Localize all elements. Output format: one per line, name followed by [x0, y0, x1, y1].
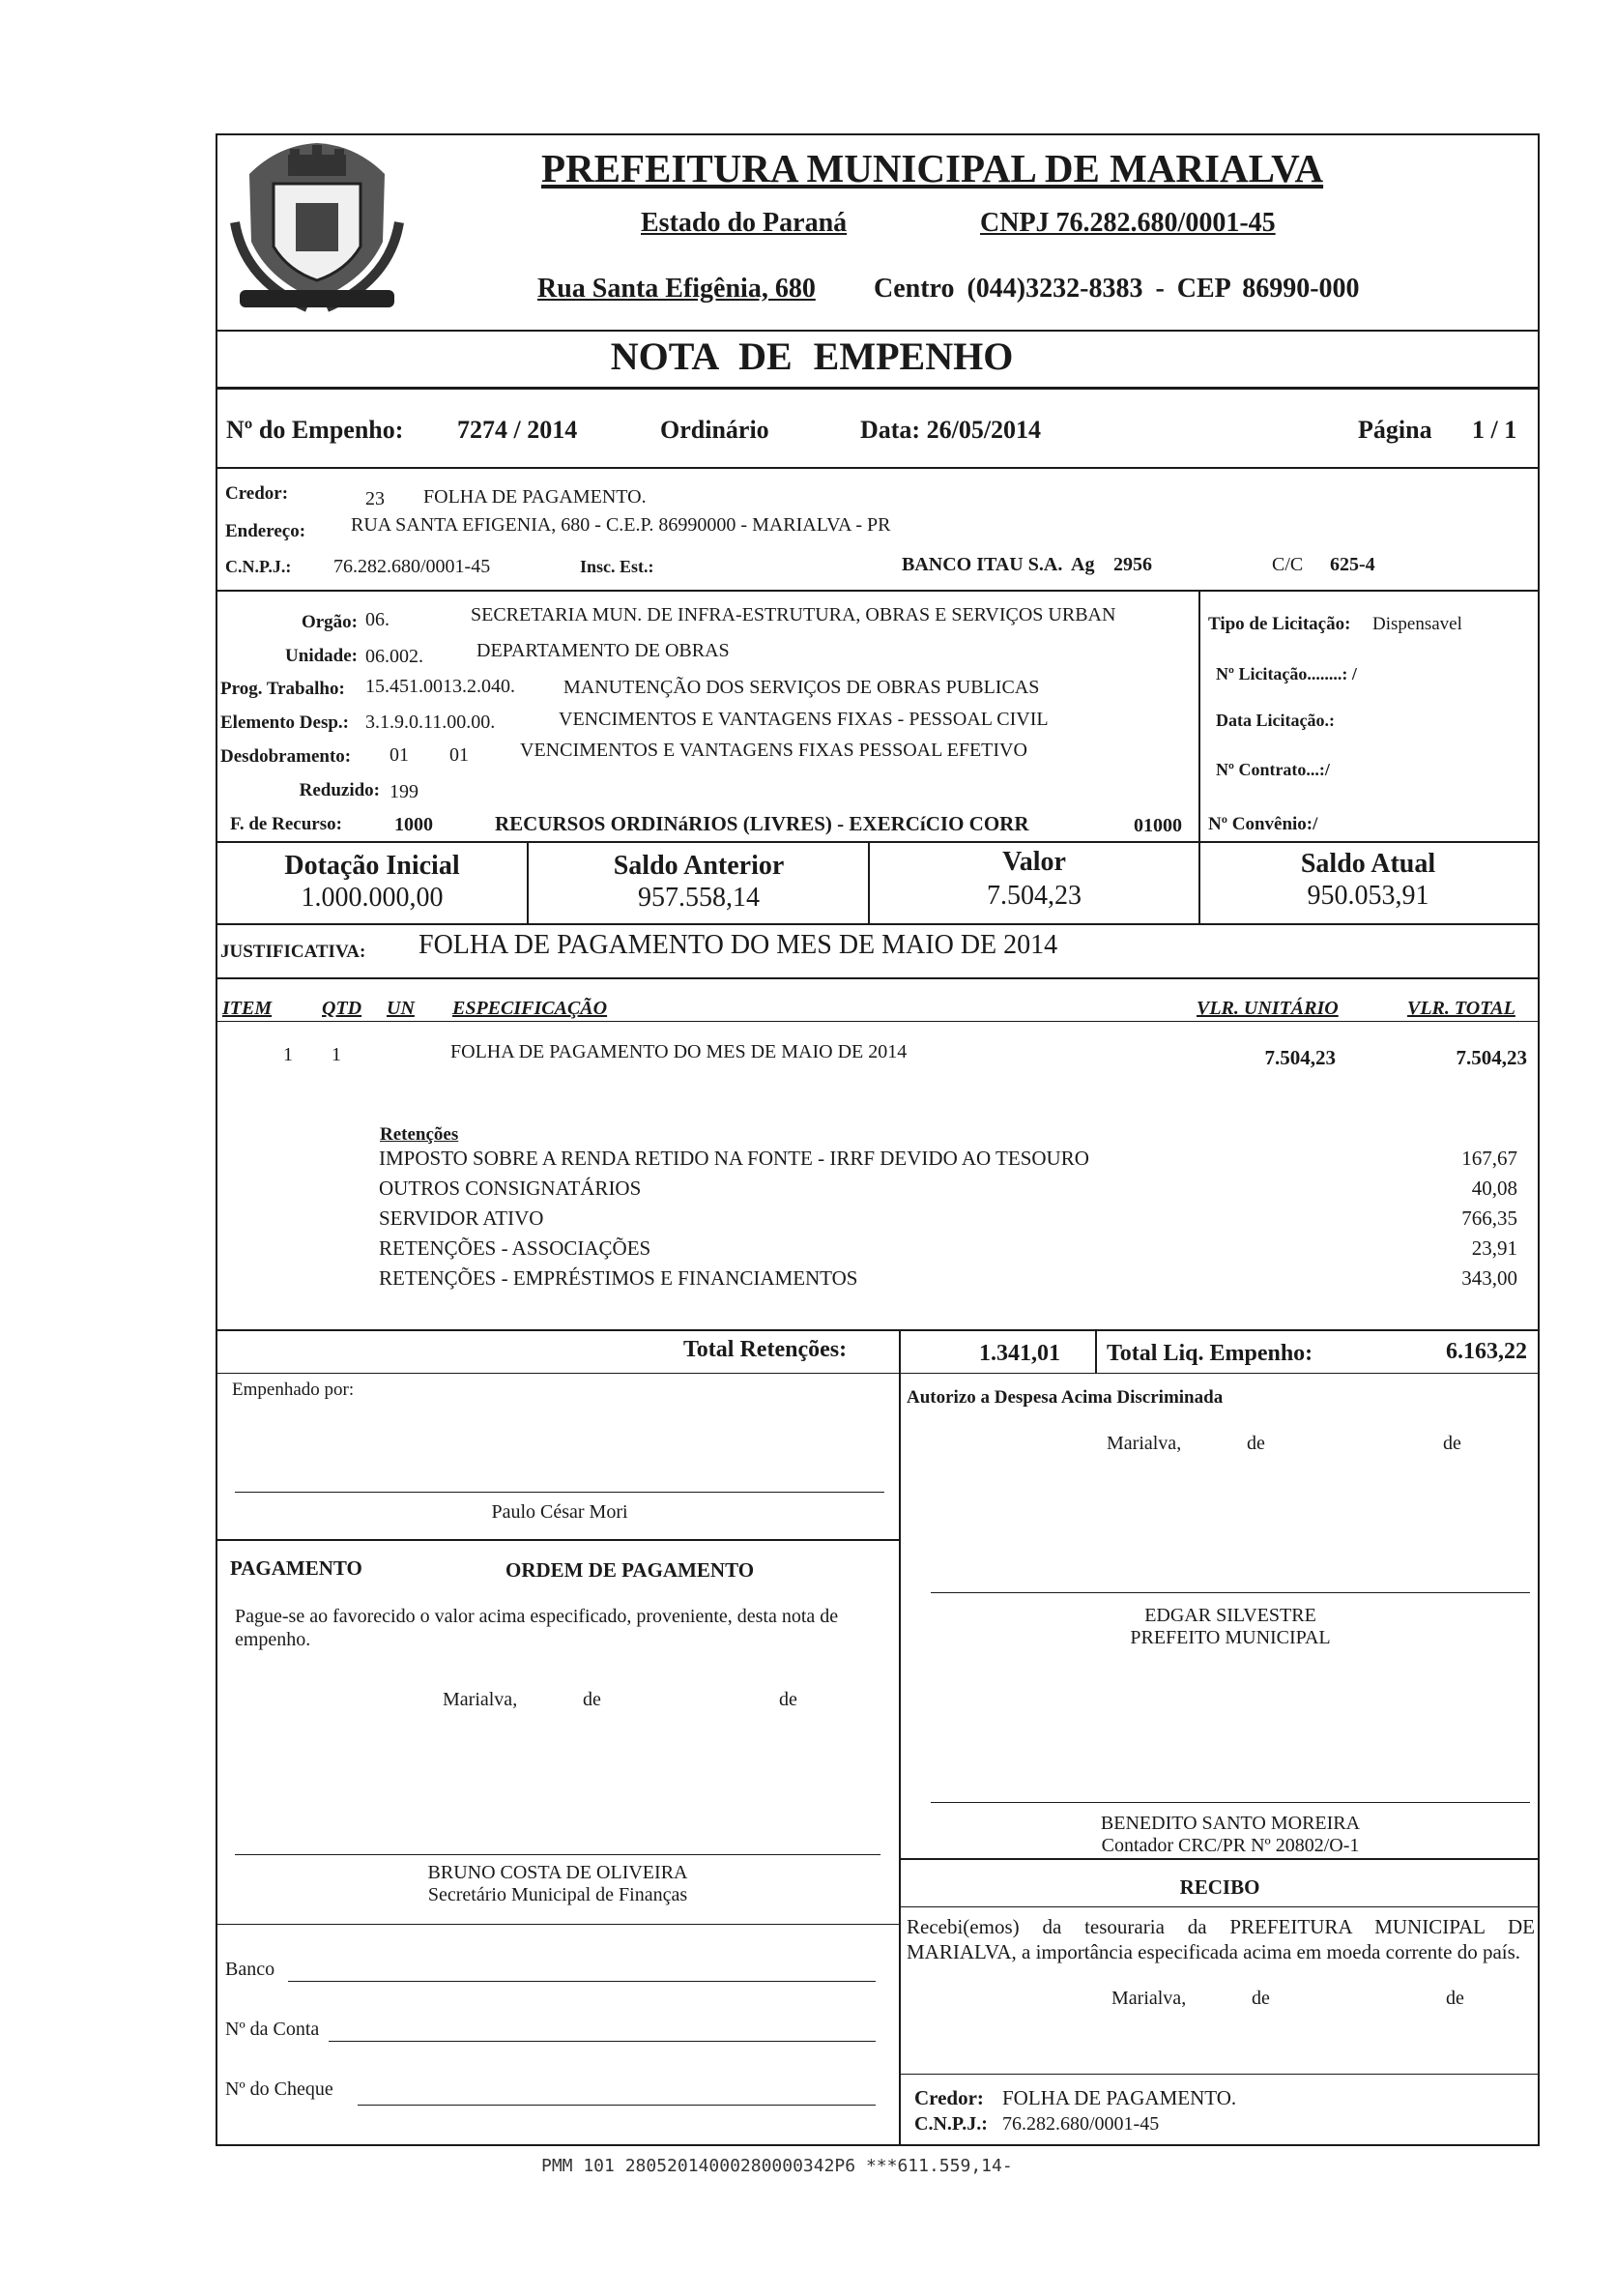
divider: [216, 977, 1540, 979]
prog-label: Prog. Trabalho:: [220, 679, 345, 699]
prog-name: MANUTENÇÃO DOS SERVIÇOS DE OBRAS PUBLICAS: [563, 677, 1040, 698]
retencao-value: 167,67: [1461, 1147, 1517, 1170]
numero-licitacao: Nº Licitação........: /: [1216, 664, 1357, 683]
col-header-especificacao: ESPECIFICAÇÃO: [452, 998, 608, 1019]
retencao-value: 343,00: [1461, 1266, 1517, 1290]
elemento-code: 3.1.9.0.11.00.00.: [365, 712, 496, 733]
table-row-item: 1: [283, 1044, 293, 1065]
contador-cargo: Contador CRC/PR Nº 20802/O-1: [1101, 1835, 1360, 1856]
data-licitacao: Data Licitação.:: [1216, 711, 1335, 730]
endereco-value: RUA SANTA EFIGENIA, 680 - C.E.P. 86990000 - MARIALVA - PR: [351, 514, 891, 536]
numero-contrato: Nº Contrato...:/: [1216, 760, 1330, 779]
desdobramento-name: VENCIMENTOS E VANTAGENS FIXAS PESSOAL EFETIVO: [520, 740, 1027, 761]
cheque-line: [358, 2105, 876, 2106]
header-street: Rua Santa Efigênia, 680: [537, 274, 816, 304]
prefeito-cargo: PREFEITO MUNICIPAL: [1130, 1627, 1331, 1648]
elemento-label: Elemento Desp.:: [220, 712, 349, 733]
divider: [1198, 590, 1200, 841]
cnpj-value: 76.282.680/0001-45: [333, 556, 491, 577]
table-row-vlr-unitario: 7.504,23: [1264, 1046, 1336, 1069]
conta-line: [329, 2041, 876, 2042]
valor-value: 7.504,23: [987, 881, 1082, 911]
page-title: PREFEITURA MUNICIPAL DE MARIALVA: [541, 146, 1324, 190]
retencao-desc: IMPOSTO SOBRE A RENDA RETIDO NA FONTE - IRRF DEVIDO AO TESOURO: [379, 1147, 1089, 1170]
empenho-date: Data: 26/05/2014: [860, 416, 1042, 444]
reduzido-label: Reduzido:: [299, 780, 380, 800]
divider: [527, 841, 529, 923]
pagamento-title: PAGAMENTO: [230, 1556, 362, 1580]
prefeito-nome: EDGAR SILVESTRE: [1144, 1605, 1316, 1626]
contador-nome: BENEDITO SANTO MOREIRA: [1100, 1813, 1361, 1834]
signature-line: [899, 2074, 1540, 2075]
header-address: Centro (044)3232-8383 - CEP 86990-000: [874, 274, 1360, 304]
divider: [899, 1373, 901, 2146]
divider: [899, 1858, 1540, 1860]
empenho-number-label: Nº do Empenho:: [226, 416, 404, 444]
recibo-credor-name: FOLHA DE PAGAMENTO.: [1002, 2086, 1237, 2109]
dotacao-value: 1.000.000,00: [301, 883, 444, 913]
retencao-desc: RETENÇÕES - ASSOCIAÇÕES: [379, 1236, 651, 1260]
col-header-vlr-unitario: VLR. UNITÁRIO: [1197, 998, 1339, 1019]
banco-label: Banco: [225, 1959, 275, 1980]
divider: [216, 923, 1540, 925]
desdobramento-code-1: 01: [390, 744, 409, 766]
desdobramento-code-2: 01: [449, 744, 469, 766]
autorizo-de-1: de: [1247, 1433, 1265, 1454]
tipo-licitacao-label: Tipo de Licitação:: [1208, 614, 1351, 634]
recibo-de-2: de: [1446, 1988, 1464, 2009]
dotacao-label: Dotação Inicial: [284, 851, 460, 881]
divider: [216, 590, 1540, 592]
prog-code: 15.451.0013.2.040.: [365, 676, 515, 697]
ordem-de-2: de: [779, 1689, 797, 1710]
table-row-qtd: 1: [332, 1044, 341, 1065]
conta-value: 625-4: [1330, 554, 1375, 575]
recurso-label: F. de Recurso:: [230, 814, 342, 834]
secretario-cargo: Secretário Municipal de Finanças: [427, 1884, 688, 1905]
autorizo-text: Autorizo a Despesa Acima Discriminada: [907, 1387, 1224, 1408]
signature-line: [931, 1802, 1530, 1803]
justificativa-text: FOLHA DE PAGAMENTO DO MES DE MAIO DE 2014: [418, 930, 1058, 960]
tipo-licitacao-value: Dispensavel: [1372, 614, 1462, 634]
col-header-un: UN: [387, 998, 415, 1019]
col-header-qtd: QTD: [322, 998, 362, 1019]
reduzido-value: 199: [390, 781, 418, 802]
document-title: NOTA DE EMPENHO: [610, 334, 1014, 378]
autorizo-city: Marialva,: [1107, 1433, 1182, 1454]
banco-name: BANCO ITAU S.A.: [902, 554, 1063, 575]
total-retencoes-label: Total Retenções:: [683, 1337, 848, 1362]
table-row-vlr-total: 7.504,23: [1456, 1046, 1527, 1069]
recibo-cnpj: 76.282.680/0001-45: [1002, 2113, 1160, 2135]
state-label: Estado do Paraná: [641, 208, 848, 238]
credor-name: FOLHA DE PAGAMENTO.: [423, 486, 647, 508]
recibo-de-1: de: [1252, 1988, 1270, 2009]
retencoes-title: Retenções: [380, 1124, 459, 1145]
divider: [216, 1021, 1540, 1022]
numero-convenio: Nº Convênio:/: [1208, 814, 1318, 834]
secretario-nome: BRUNO COSTA DE OLIVEIRA: [427, 1862, 688, 1883]
valor-label: Valor: [1002, 847, 1066, 877]
endereco-label: Endereço:: [225, 521, 306, 541]
retencao-value: 766,35: [1461, 1206, 1517, 1230]
empenhado-nome: Paulo César Mori: [491, 1501, 628, 1523]
orgao-label: Orgão:: [301, 612, 358, 632]
recurso-name: RECURSOS ORDINáRIOS (LIVRES) - EXERCíCIO CORR: [495, 812, 1029, 835]
signature-line: [235, 1492, 884, 1493]
empenhado-por-label: Empenhado por:: [232, 1380, 355, 1400]
insc-label: Insc. Est.:: [580, 557, 654, 576]
unidade-name: DEPARTAMENTO DE OBRAS: [476, 640, 730, 661]
unidade-label: Unidade:: [285, 646, 358, 666]
pague-se-text: Pague-se ao favorecido o valor acima especificado, proveniente, desta nota de empenho.: [235, 1606, 839, 1650]
recibo-credor-label: Credor:: [914, 2086, 984, 2109]
recibo-title: RECIBO: [1179, 1875, 1260, 1899]
ordem-city: Marialva,: [443, 1689, 518, 1710]
table-row-especificacao: FOLHA DE PAGAMENTO DO MES DE MAIO DE 2014: [450, 1041, 908, 1062]
divider: [216, 1373, 1540, 1374]
empenho-type: Ordinário: [660, 416, 769, 444]
saldo-atual-label: Saldo Atual: [1300, 849, 1436, 879]
recibo-text: Recebi(emos) da tesouraria da PREFEITURA MUNICIPAL DE MARIALVA, a importância especificada acima em moeda corrente do país.: [907, 1915, 1535, 1963]
divider: [216, 1329, 1540, 1331]
orgao-name: SECRETARIA MUN. DE INFRA-ESTRUTURA, OBRAS E SERVIÇOS URBAN: [471, 604, 1116, 625]
unidade-code: 06.002.: [365, 646, 423, 667]
recibo-cnpj-label: C.N.P.J.:: [914, 2113, 988, 2135]
col-header-vlr-total: VLR. TOTAL: [1407, 998, 1515, 1019]
divider: [216, 1539, 899, 1541]
divider: [216, 330, 1540, 332]
divider: [899, 1906, 1540, 1907]
divider: [216, 387, 1540, 390]
cnpj-label: C.N.P.J.:: [225, 557, 292, 576]
divider: [216, 467, 1540, 469]
agencia-label: Ag: [1071, 554, 1095, 575]
recibo-city: Marialva,: [1111, 1988, 1187, 2009]
credor-code: 23: [365, 488, 385, 509]
ordem-pagamento-title: ORDEM DE PAGAMENTO: [505, 1558, 755, 1582]
divider: [1095, 1329, 1097, 1373]
total-liquido-value: 6.163,22: [1446, 1339, 1527, 1364]
saldo-anterior-value: 957.558,14: [638, 883, 760, 913]
page-number: 1 / 1: [1472, 416, 1517, 444]
retencao-value: 40,08: [1471, 1177, 1517, 1200]
banco-line: [288, 1981, 876, 1982]
coat-of-arms-icon: [220, 135, 414, 319]
agencia-value: 2956: [1113, 554, 1152, 575]
autorizo-de-2: de: [1443, 1433, 1461, 1454]
conta-label: C/C: [1272, 554, 1304, 575]
total-retencoes-value: 1.341,01: [979, 1341, 1060, 1366]
signature-line: [931, 1592, 1530, 1593]
justificativa-label: JUSTIFICATIVA:: [220, 942, 366, 962]
recurso-code-2: 01000: [1134, 815, 1182, 836]
retencao-desc: OUTROS CONSIGNATÁRIOS: [379, 1177, 642, 1200]
saldo-anterior-label: Saldo Anterior: [613, 851, 785, 881]
signature-line: [235, 1854, 880, 1855]
header-cnpj: CNPJ 76.282.680/0001-45: [980, 208, 1276, 238]
recurso-code: 1000: [394, 814, 433, 835]
conta-numero-label: Nº da Conta: [225, 2019, 320, 2040]
col-header-item: ITEM: [222, 998, 273, 1019]
credor-label: Credor:: [225, 483, 289, 504]
retencao-desc: SERVIDOR ATIVO: [379, 1206, 544, 1230]
total-liquido-label: Total Liq. Empenho:: [1107, 1341, 1313, 1366]
cheque-numero-label: Nº do Cheque: [225, 2078, 333, 2100]
divider: [1198, 841, 1200, 923]
saldo-atual-value: 950.053,91: [1307, 881, 1429, 911]
elemento-name: VENCIMENTOS E VANTAGENS FIXAS - PESSOAL CIVIL: [559, 709, 1049, 730]
ordem-de-1: de: [583, 1689, 601, 1710]
empenho-number: 7274 / 2014: [457, 416, 578, 444]
retencao-desc: RETENÇÕES - EMPRÉSTIMOS E FINANCIAMENTOS: [379, 1266, 858, 1290]
orgao-code: 06.: [365, 609, 390, 630]
divider: [216, 1924, 899, 1925]
footer-code: PMM 101 28052014000280000342P6 ***611.559,14-: [541, 2156, 1013, 2176]
retencao-value: 23,91: [1471, 1236, 1517, 1260]
divider: [216, 841, 1540, 843]
page-label: Página: [1358, 416, 1432, 444]
desdobramento-label: Desdobramento:: [220, 746, 352, 767]
